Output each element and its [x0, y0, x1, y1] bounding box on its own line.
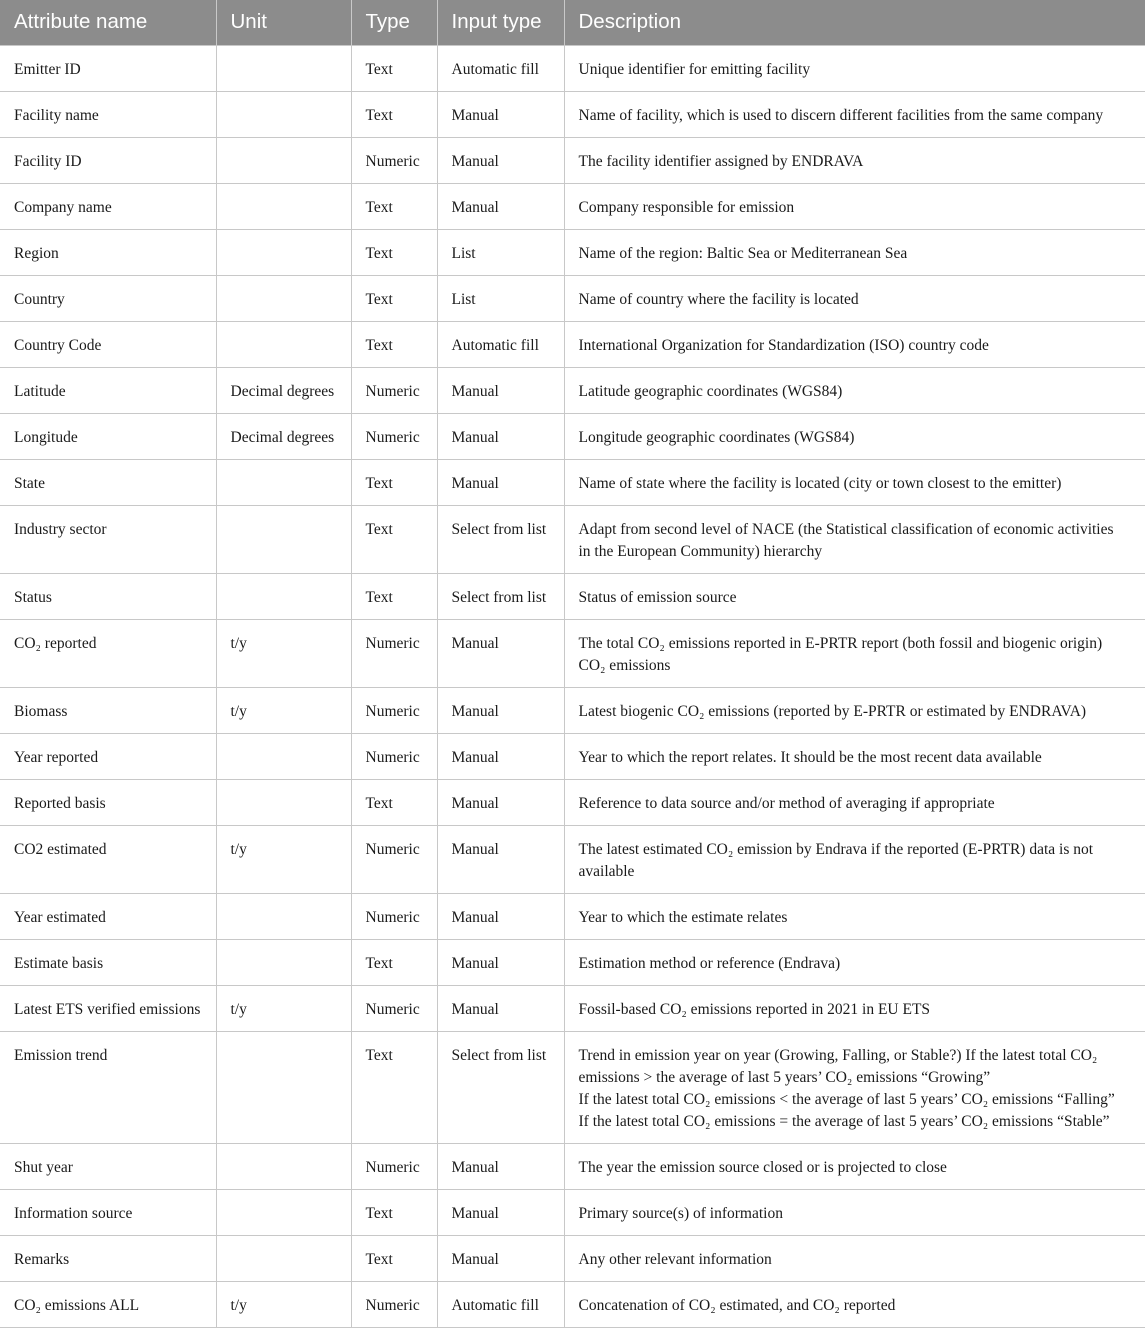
table-row	[0, 137, 1145, 183]
type-cell: Numeric	[351, 825, 437, 893]
table-row	[0, 413, 1145, 459]
input-type-cell: Automatic fill	[437, 321, 564, 367]
header-input-type: Input type	[437, 0, 564, 45]
description-line: Company responsible for emission	[578, 198, 795, 216]
input-type-cell: Manual	[437, 893, 564, 939]
attribute-name-cell: Region	[0, 229, 216, 275]
unit-cell	[216, 939, 351, 985]
type-cell: Text	[351, 91, 437, 137]
header-unit: Unit	[216, 0, 351, 45]
description-cell	[564, 275, 1145, 321]
type-cell: Text	[351, 183, 437, 229]
unit-cell	[216, 1031, 351, 1143]
attribute-name-cell: Information source	[0, 1189, 216, 1235]
table-row	[0, 505, 1145, 573]
description-cell	[564, 367, 1145, 413]
type-cell: Numeric	[351, 687, 437, 733]
attribute-name-cell: CO2 estimated	[0, 825, 216, 893]
description-cell	[564, 733, 1145, 779]
attribute-name-cell: Emitter ID	[0, 45, 216, 91]
description-cell	[564, 321, 1145, 367]
type-cell: Text	[351, 229, 437, 275]
attribute-name-cell: Country	[0, 275, 216, 321]
unit-cell: t/y	[216, 687, 351, 733]
type-cell: Text	[351, 779, 437, 825]
description-cell	[564, 137, 1145, 183]
type-cell: Text	[351, 1189, 437, 1235]
description-line: Reference to data source and/or method of averaging if appropriate	[578, 794, 995, 812]
description-line: in the European Community) hierarchy	[578, 542, 823, 560]
header-description: Description	[564, 0, 1145, 45]
unit-cell	[216, 1189, 351, 1235]
unit-cell	[216, 459, 351, 505]
description-cell	[564, 687, 1145, 733]
type-cell: Text	[351, 1031, 437, 1143]
input-type-cell: Manual	[437, 779, 564, 825]
table-row	[0, 893, 1145, 939]
input-type-cell: Manual	[437, 1189, 564, 1235]
type-cell: Numeric	[351, 137, 437, 183]
unit-cell: t/y	[216, 619, 351, 687]
unit-cell: t/y	[216, 985, 351, 1031]
unit-cell	[216, 1235, 351, 1281]
attribute-name-cell: CO₂ reported	[0, 619, 216, 687]
table-row	[0, 1143, 1145, 1189]
description-cell	[564, 893, 1145, 939]
type-cell: Numeric	[351, 1143, 437, 1189]
type-cell: Text	[351, 939, 437, 985]
description-line: Estimation method or reference (Endrava)	[578, 954, 841, 972]
table-row	[0, 573, 1145, 619]
attribute-name-cell: Company name	[0, 183, 216, 229]
table-row	[0, 321, 1145, 367]
description-cell	[564, 573, 1145, 619]
unit-cell	[216, 183, 351, 229]
input-type-cell: Manual	[437, 687, 564, 733]
unit-cell: Decimal degrees	[216, 367, 351, 413]
unit-cell	[216, 893, 351, 939]
description-line: Name of the region: Baltic Sea or Mediterranean Sea	[578, 244, 908, 262]
input-type-cell: Manual	[437, 459, 564, 505]
table-row	[0, 619, 1145, 687]
unit-cell: Decimal degrees	[216, 413, 351, 459]
description-cell	[564, 825, 1145, 893]
attribute-name-cell: Emission trend	[0, 1031, 216, 1143]
input-type-cell: Manual	[437, 1235, 564, 1281]
table-row	[0, 45, 1145, 91]
input-type-cell: Manual	[437, 413, 564, 459]
attribute-name-cell: Industry sector	[0, 505, 216, 573]
description-line: Latitude geographic coordinates (WGS84)	[578, 382, 843, 400]
type-cell: Text	[351, 1235, 437, 1281]
description-line: The latest estimated CO₂ emission by Endrava if the reported (E-PRTR) data is not	[578, 840, 1094, 858]
unit-cell	[216, 779, 351, 825]
input-type-cell: Automatic fill	[437, 45, 564, 91]
unit-cell: t/y	[216, 1281, 351, 1327]
type-cell: Text	[351, 275, 437, 321]
description-line: Trend in emission year on year (Growing, Falling, or Stable?) If the latest total CO₂	[578, 1046, 1098, 1064]
attribute-name-cell: State	[0, 459, 216, 505]
table-row	[0, 1235, 1145, 1281]
description-line: Latest biogenic CO₂ emissions (reported by E-PRTR or estimated by ENDRAVA)	[578, 702, 1087, 720]
header-type: Type	[351, 0, 437, 45]
attribute-name-cell: Year estimated	[0, 893, 216, 939]
unit-cell	[216, 573, 351, 619]
unit-cell	[216, 91, 351, 137]
unit-cell: t/y	[216, 825, 351, 893]
attribute-name-cell: Facility name	[0, 91, 216, 137]
attribute-name-cell: Facility ID	[0, 137, 216, 183]
description-cell	[564, 939, 1145, 985]
unit-cell	[216, 733, 351, 779]
description-cell	[564, 413, 1145, 459]
attribute-name-cell: Latitude	[0, 367, 216, 413]
input-type-cell: Manual	[437, 1143, 564, 1189]
table-row	[0, 1031, 1145, 1143]
description-line: Year to which the report relates. It should be the most recent data available	[578, 748, 1042, 766]
input-type-cell: Manual	[437, 367, 564, 413]
type-cell: Numeric	[351, 733, 437, 779]
type-cell: Text	[351, 459, 437, 505]
table-row	[0, 229, 1145, 275]
table-row	[0, 1281, 1145, 1327]
unit-cell	[216, 275, 351, 321]
attribute-name-cell: Reported basis	[0, 779, 216, 825]
unit-cell	[216, 45, 351, 91]
input-type-cell: Manual	[437, 733, 564, 779]
description-line: CO₂ emissions	[578, 656, 671, 674]
type-cell: Text	[351, 45, 437, 91]
description-line: available	[578, 862, 635, 880]
description-cell	[564, 1143, 1145, 1189]
type-cell: Text	[351, 573, 437, 619]
description-cell	[564, 505, 1145, 573]
description-cell	[564, 1031, 1145, 1143]
description-cell	[564, 183, 1145, 229]
description-line: Fossil-based CO₂ emissions reported in 2021 in EU ETS	[578, 1000, 931, 1018]
table-row	[0, 275, 1145, 321]
table-row	[0, 687, 1145, 733]
attribute-name-cell: Estimate basis	[0, 939, 216, 985]
description-line: The total CO₂ emissions reported in E-PRTR report (both fossil and biogenic origin)	[578, 634, 1103, 652]
description-cell	[564, 1281, 1145, 1327]
header-attribute-name: Attribute name	[0, 0, 216, 45]
description-cell	[564, 45, 1145, 91]
table-row	[0, 459, 1145, 505]
description-line: Primary source(s) of information	[578, 1204, 783, 1222]
description-line: Adapt from second level of NACE (the Statistical classification of economic activities	[578, 520, 1114, 538]
unit-cell	[216, 137, 351, 183]
description-line: Name of country where the facility is located	[578, 290, 859, 308]
attribute-name-cell: Biomass	[0, 687, 216, 733]
attribute-name-cell: Remarks	[0, 1235, 216, 1281]
input-type-cell: Select from list	[437, 505, 564, 573]
description-line: Concatenation of CO₂ estimated, and CO₂ reported	[578, 1296, 896, 1314]
input-type-cell: Manual	[437, 91, 564, 137]
description-line: The facility identifier assigned by ENDRAVA	[578, 152, 864, 170]
input-type-cell: List	[437, 229, 564, 275]
table-row	[0, 91, 1145, 137]
description-line: Year to which the estimate relates	[578, 908, 788, 926]
description-cell	[564, 91, 1145, 137]
description-cell	[564, 1235, 1145, 1281]
description-line: If the latest total CO₂ emissions = the average of last 5 years’ CO₂ emissions “Stable”	[578, 1112, 1110, 1130]
description-line: Status of emission source	[578, 588, 737, 606]
input-type-cell: Automatic fill	[437, 1281, 564, 1327]
table-row	[0, 985, 1145, 1031]
description-line: International Organization for Standardization (ISO) country code	[578, 336, 989, 354]
input-type-cell: Select from list	[437, 573, 564, 619]
description-cell	[564, 619, 1145, 687]
table-body	[0, 45, 1145, 1327]
description-line: Name of facility, which is used to discern different facilities from the same company	[578, 106, 1104, 124]
attribute-name-cell: CO₂ emissions ALL	[0, 1281, 216, 1327]
type-cell: Numeric	[351, 893, 437, 939]
type-cell: Numeric	[351, 413, 437, 459]
description-line: The year the emission source closed or is projected to close	[578, 1158, 947, 1176]
input-type-cell: List	[437, 275, 564, 321]
unit-cell	[216, 229, 351, 275]
description-line: Longitude geographic coordinates (WGS84)	[578, 428, 855, 446]
attribute-name-cell: Shut year	[0, 1143, 216, 1189]
input-type-cell: Manual	[437, 137, 564, 183]
table-row	[0, 1189, 1145, 1235]
input-type-cell: Select from list	[437, 1031, 564, 1143]
description-cell	[564, 229, 1145, 275]
description-line: Name of state where the facility is located (city or town closest to the emitter)	[578, 474, 1062, 492]
description-line: Unique identifier for emitting facility	[578, 60, 811, 78]
table-row	[0, 183, 1145, 229]
table-row	[0, 825, 1145, 893]
attribute-name-cell: Year reported	[0, 733, 216, 779]
type-cell: Numeric	[351, 1281, 437, 1327]
unit-cell	[216, 505, 351, 573]
description-cell	[564, 1189, 1145, 1235]
table-row	[0, 733, 1145, 779]
table-row	[0, 367, 1145, 413]
type-cell: Text	[351, 321, 437, 367]
description-cell	[564, 459, 1145, 505]
description-cell	[564, 985, 1145, 1031]
description-line: If the latest total CO₂ emissions < the average of last 5 years’ CO₂ emissions “Falling”	[578, 1090, 1115, 1108]
input-type-cell: Manual	[437, 183, 564, 229]
type-cell: Text	[351, 505, 437, 573]
input-type-cell: Manual	[437, 619, 564, 687]
attribute-name-cell: Country Code	[0, 321, 216, 367]
unit-cell	[216, 1143, 351, 1189]
description-line: Any other relevant information	[578, 1250, 772, 1268]
table-row	[0, 939, 1145, 985]
attribute-name-cell: Status	[0, 573, 216, 619]
input-type-cell: Manual	[437, 825, 564, 893]
input-type-cell: Manual	[437, 939, 564, 985]
input-type-cell: Manual	[437, 985, 564, 1031]
type-cell: Numeric	[351, 985, 437, 1031]
unit-cell	[216, 321, 351, 367]
description-line: emissions > the average of last 5 years’ CO₂ emissions “Growing”	[578, 1068, 991, 1086]
description-cell	[564, 779, 1145, 825]
table-row	[0, 779, 1145, 825]
type-cell: Numeric	[351, 367, 437, 413]
attribute-name-cell: Latest ETS verified emissions	[0, 985, 216, 1031]
header-row	[0, 0, 1145, 45]
attribute-name-cell: Longitude	[0, 413, 216, 459]
type-cell: Numeric	[351, 619, 437, 687]
